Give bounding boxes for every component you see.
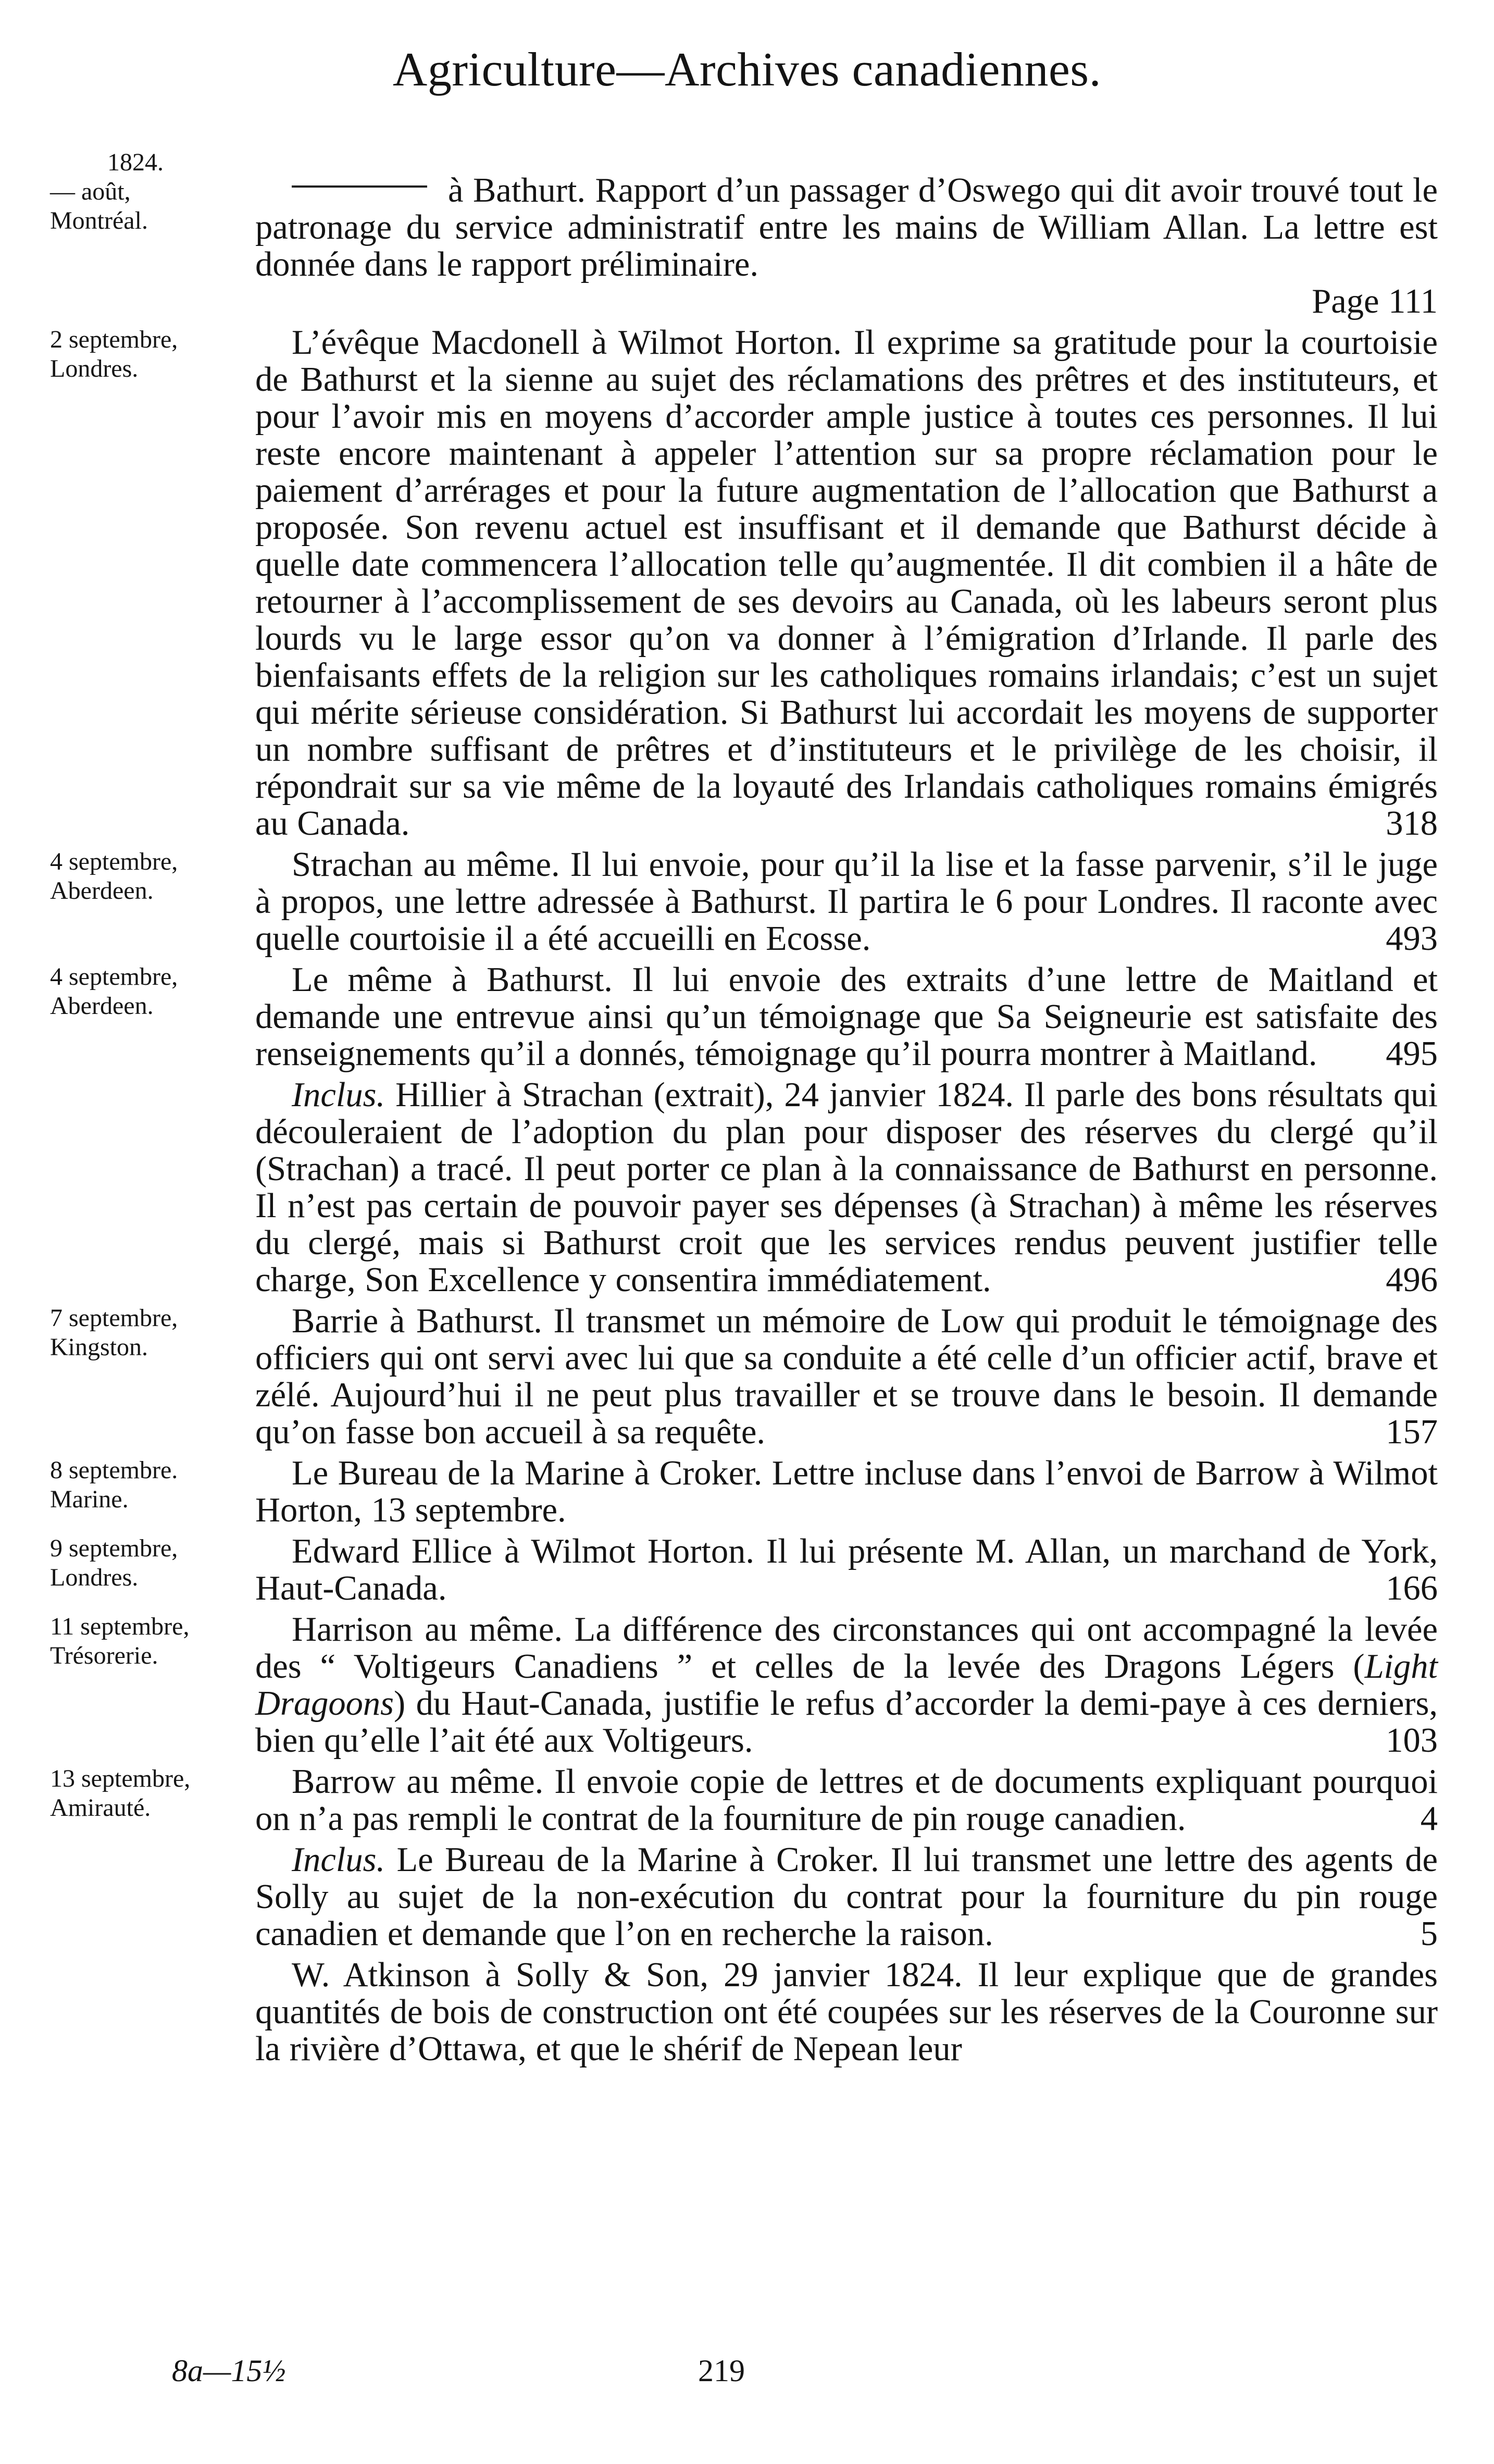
entry-date-place <box>50 1456 248 1514</box>
entry-summary: Hillier à Strachan (extrait), 24 janvier 1824. Il parle des bons résultats qui découleraient de l’adoption du plan pour disposer des réserves du clergé qu’il (Strachan) a tracé. Il peut porter ce plan à la connaissance de Bathurst en personne. Il n’est pas certain de pouvoir payer ses dépenses (à Strachan) à même les réserves du clergé, mais si Bathurst croit que les services rendus peuvent justifier telle charge, Son Excellence y consentira immédiatement. <box>255 1076 1438 1299</box>
entry-summary: Le même à Bathurst. Il lui envoie des extraits d’une lettre de Maitland et demande une entrevue ainsi qu’un témoignage que Sa Seigneurie est satisfaite des renseignements qu’il a donnés, témoignage qu’il pourra montrer à Maitland. <box>255 961 1438 1073</box>
entry-date-place <box>50 962 248 1021</box>
entry-summary: à Bathurt. Rapport d’un passager d’Oswego qui dit avoir trouvé tout le patronage du service administratif entre les mains de William Allan. La lettre est donnée dans le rapport préliminaire. <box>255 171 1438 283</box>
calendar-entry <box>0 324 1494 842</box>
entry-date-place <box>50 1764 248 1823</box>
entry-text <box>255 1533 1438 1607</box>
page-reference: 157 <box>1386 1413 1438 1451</box>
entry-date-place <box>50 1304 248 1362</box>
calendar-entry-enclosure <box>0 1957 1494 2067</box>
entry-place: Aberdeen. <box>50 877 154 905</box>
entry-text <box>255 1076 1438 1298</box>
entry-date-place <box>50 1534 248 1592</box>
entry-date: 2 septembre, <box>50 326 178 353</box>
enclosure-label: Inclus. <box>292 1076 385 1114</box>
entry-text <box>255 1763 1438 1837</box>
entry-summary: W. Atkinson à Solly & Son, 29 janvier 1824. Il leur explique que de grandes quantités de bois de construction ont été coupées sur les réserves de la Couronne sur la rivière d’Ottawa, et que le shérif de Nepean leur <box>255 1956 1438 2068</box>
entry-summary: Le Bureau de la Marine à Croker. Lettre incluse dans l’envoi de Barrow à Wilmot Horton, 13 septembre. <box>255 1454 1438 1529</box>
entry-place: Trésorerie. <box>50 1642 158 1669</box>
entry-date: 9 septembre, <box>50 1534 178 1562</box>
entry-text <box>255 324 1438 842</box>
entry-place: Londres. <box>50 1564 139 1591</box>
entry-summary-italic: Light Dragoons <box>255 1648 1438 1723</box>
entry-date: 4 septembre, <box>50 848 178 875</box>
page-reference: 166 <box>1386 1569 1438 1607</box>
entry-summary-part: ) du Haut-Canada, justifie le refus d’accorder la demi-paye à ces derniers, bien qu’elle l’ait été aux Voltigeurs. <box>255 1685 1438 1760</box>
entry-summary: Strachan au même. Il lui envoie, pour qu’il la lise et la fasse parvenir, s’il le juge à propos, une lettre adressée à Bathurst. Il partira le 6 pour Londres. Il raconte avec quelle courtoisie il a été accueilli en Ecosse. <box>255 846 1438 958</box>
entry-place: Montréal. <box>50 207 148 234</box>
entry-date: 4 septembre, <box>50 963 178 990</box>
page-reference: 103 <box>1386 1722 1438 1760</box>
enclosure-label: Inclus. <box>292 1841 385 1879</box>
page-title: Agriculture—Archives canadiennes. <box>392 43 1102 96</box>
entry-text <box>255 1841 1438 1952</box>
entry-summary: Barrow au même. Il envoie copie de lettres et de documents expliquant pourquoi on n’a pas rempli le contrat de la fourniture de pin rouge canadien. <box>255 1763 1438 1838</box>
entry-place: Kingston. <box>50 1333 148 1361</box>
entry-place: Londres. <box>50 355 139 382</box>
entry-date-place <box>50 1612 248 1670</box>
entry-date-place <box>50 325 248 383</box>
entry-place: Amirauté. <box>50 1794 151 1822</box>
entry-date: 11 septembre, <box>50 1613 190 1640</box>
entry-text <box>255 1455 1438 1529</box>
entry-text <box>255 846 1438 957</box>
calendar-entry-enclosure <box>0 1841 1494 1952</box>
entry-date: — août, <box>50 178 131 205</box>
page-number: 219 <box>698 2354 745 2388</box>
entry-date-place <box>50 847 248 906</box>
calendar-entry <box>0 1611 1494 1759</box>
entry-summary: Le Bureau de la Marine à Croker. Il lui transmet une lettre des agents de Solly au sujet de la non-exécution du contrat pour la fourniture du pin rouge canadien et demande que l’on en recherche la raison. <box>255 1841 1438 1953</box>
calendar-entry <box>0 1763 1494 1837</box>
entry-date-place <box>50 148 248 236</box>
page-reference: 5 <box>1420 1915 1438 1953</box>
calendar-entry <box>0 1455 1494 1529</box>
entry-year: 1824. <box>107 148 164 176</box>
page-reference: 4 <box>1420 1800 1438 1838</box>
entry-text <box>255 1303 1438 1451</box>
calendar-entry <box>0 846 1494 957</box>
entry-text <box>255 1611 1438 1759</box>
entry-text <box>255 147 1438 320</box>
page-reference: 318 <box>1386 804 1438 843</box>
entry-summary-part: Harrison au même. La différence des circonstances qui ont accompagné la levée des “ Voltigeurs Canadiens ” et celles de la levée des Dragons Légers ( <box>255 1611 1438 1686</box>
entry-summary: L’évêque Macdonell à Wilmot Horton. Il exprime sa gratitude pour la courtoisie de Bathurst et la sienne au sujet des réclamations des prêtres et des instituteurs, et pour l’avoir mis en moyens d’accorder ample justice à toutes ces personnes. Il lui reste encore maintenant à appeler l’attention sur sa propre réclamation pour le paiement d’arrérages et pour la future augmentation de l’allocation que Bathurst a proposée. Son revenu actuel est insuffisant et il demande que Bathurst décide à quelle date commencera l’allocation telle qu’augmentée. Il dit combien il a hâte de retourner à l’accomplissement de ses devoirs au Canada, où les labeurs seront plus lourds vu le large essor qu’on va donner à l’émigration d’Irlande. Il parle des bienfaisants effets de la religion sur les catholiques romains irlandais; c’est un sujet qui mérite sérieuse considération. Si Bathurst lui accordait les moyens de supporter un nombre suffisant de prêtres et d’instituteurs et le privilège de les choisir, il répondrait sur sa vie même de la loyauté des Irlandais catholiques romains émigrés au Canada. <box>255 324 1438 843</box>
entry-place: Marine. <box>50 1485 129 1513</box>
printer-signature: 8a—15½ <box>172 2354 286 2388</box>
calendar-entries <box>0 147 1494 2072</box>
entry-place: Aberdeen. <box>50 992 154 1020</box>
calendar-entry <box>0 961 1494 1072</box>
calendar-entry <box>0 1533 1494 1607</box>
page-footer <box>0 2350 1494 2402</box>
entry-date: 7 septembre, <box>50 1304 178 1332</box>
entry-text <box>255 961 1438 1072</box>
entry-text <box>255 1957 1438 2067</box>
calendar-entry <box>0 147 1494 320</box>
page-reference: Page 111 <box>1312 282 1438 320</box>
ditto-dash <box>292 185 427 188</box>
calendar-entry <box>0 1303 1494 1451</box>
page-reference: 496 <box>1386 1261 1438 1299</box>
page-reference: 493 <box>1386 920 1438 958</box>
entry-date: 13 septembre, <box>50 1765 191 1792</box>
entry-date: 8 septembre. <box>50 1456 178 1484</box>
calendar-entry-enclosure <box>0 1076 1494 1298</box>
entry-summary: Edward Ellice à Wilmot Horton. Il lui présente M. Allan, un marchand de York, Haut-Canada. <box>255 1532 1438 1607</box>
page-reference: 495 <box>1386 1035 1438 1073</box>
entry-summary: Barrie à Bathurst. Il transmet un mémoire de Low qui produit le témoignage des officiers qui ont servi avec lui que sa conduite a été celle d’un officier actif, brave et zélé. Aujourd’hui il ne peut plus travailler et se trouve dans le besoin. Il demande qu’on fasse bon accueil à sa requête. <box>255 1302 1438 1451</box>
